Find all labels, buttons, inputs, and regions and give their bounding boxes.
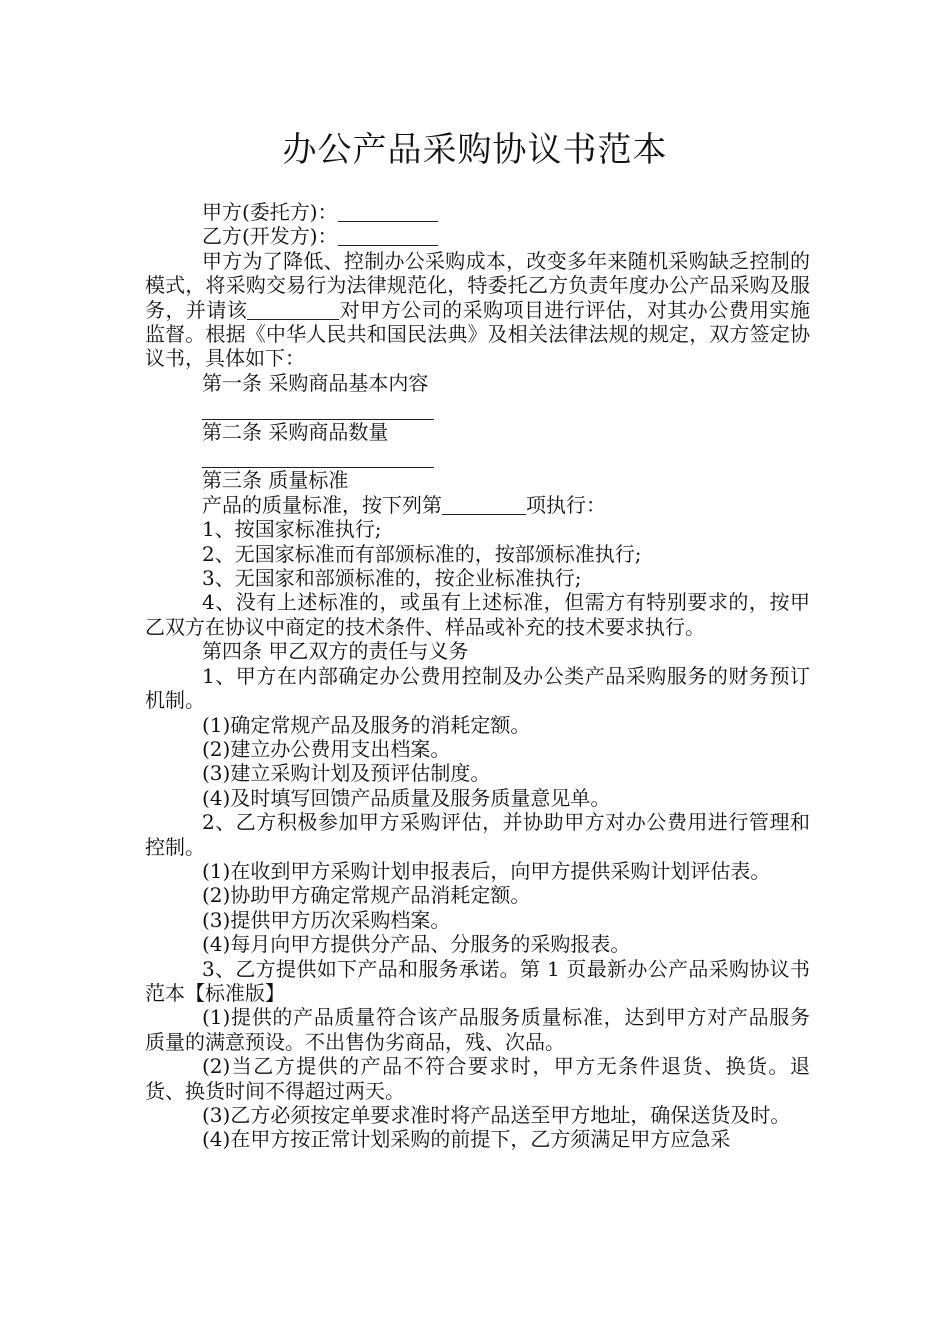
quality-text-end: 项执行：	[526, 492, 606, 517]
quality-standard-line	[145, 493, 810, 517]
party-b-blank	[338, 225, 438, 246]
duty-a-1-1: (1)确定常规产品及服务的消耗定额。	[202, 712, 531, 737]
duty-b-2: 2、乙方积极参加甲方采购评估，并协助甲方对办公费用进行管理和控制。	[145, 810, 810, 859]
article-2-blank	[202, 444, 434, 468]
article-2-heading: 第二条 采购商品数量	[202, 419, 389, 444]
duty-b-2-4: (4)每月向甲方提供分产品、分服务的采购报表。	[202, 932, 631, 957]
quality-item-1: 1、按国家标准执行;	[202, 517, 382, 542]
document-title: 办公产品采购协议书范本	[282, 130, 668, 170]
duty-a-1-2: (2)建立办公费用支出档案。	[202, 736, 451, 761]
party-a-line	[145, 200, 810, 224]
intro-text-end: 对甲方公司的采购项目进行评估，对其办公费用实施监督。根据《中华人民共和国民法典》及相关法律法规的规定，双方签定协议书，具体如下：	[145, 297, 811, 371]
duty-a-1-3: (3)建立采购计划及预评估制度。	[202, 761, 491, 786]
quality-item-blank	[442, 494, 526, 515]
duty-b-2-3: (3)提供甲方历次采购档案。	[202, 907, 451, 932]
duty-b-3-2: (2)当乙方提供的产品不符合要求时，甲方无条件退货、换货。退货、换货时间不得超过两天。	[145, 1054, 810, 1103]
duty-a-1-4: (4)及时填写回馈产品质量及服务质量意见单。	[202, 785, 611, 810]
party-a-label: 甲方(委托方)：	[202, 200, 338, 224]
duty-b-3: 3、乙方提供如下产品和服务承诺。第 1 页最新办公产品采购协议书范本【标准版】	[145, 956, 810, 1005]
duty-b-2-1: (1)在收到甲方采购计划申报表后，向甲方提供采购计划评估表。	[202, 858, 771, 883]
article-1-blank	[202, 395, 434, 419]
intro-paragraph	[145, 249, 810, 371]
duty-b-3-4: (4)在甲方按正常计划采购的前提下，乙方须满足甲方应急采	[202, 1127, 731, 1152]
party-a-blank	[338, 201, 438, 222]
quality-item-3: 3、无国家和部颁标准的，按企业标准执行;	[202, 566, 582, 591]
document-body	[145, 200, 810, 1152]
quality-item-2: 2、无国家标准而有部颁标准的，按部颁标准执行;	[202, 541, 642, 566]
quality-text-start: 产品的质量标准，按下列第	[202, 492, 442, 517]
duty-b-2-2: (2)协助甲方确定常规产品消耗定额。	[202, 883, 531, 908]
quality-item-4: 4、没有上述标准的，或虽有上述标准，但需方有特别要求的，按甲乙双方在协议中商定的技术条件、样品或补充的技术要求执行。	[145, 590, 810, 639]
party-b-line	[145, 224, 810, 248]
article-4-heading: 第四条 甲乙双方的责任与义务	[202, 639, 469, 664]
agent-name-blank	[247, 299, 339, 320]
duty-b-3-1: (1)提供的产品质量符合该产品服务质量标准，达到甲方对产品服务质量的满意预设。不出售伪劣商品，残、次品。	[145, 1005, 810, 1054]
duty-b-3-3: (3)乙方必须按定单要求准时将产品送至甲方地址，确保送货及时。	[202, 1103, 791, 1127]
intro-text-start: 甲方为了降低、控制办公采购成本，改变多年来随机采购缺乏控制的模式，将采购交易行为法律规范化，特委托乙方负责年度办公产品采购及服务，并请该	[145, 248, 810, 322]
article-3-heading: 第三条 质量标准	[202, 468, 349, 493]
party-b-label: 乙方(开发方)：	[202, 224, 338, 249]
duty-a-1: 1、甲方在内部确定办公费用控制及办公类产品采购服务的财务预订机制。	[145, 663, 810, 713]
article-1-heading: 第一条 采购商品基本内容	[202, 370, 429, 395]
